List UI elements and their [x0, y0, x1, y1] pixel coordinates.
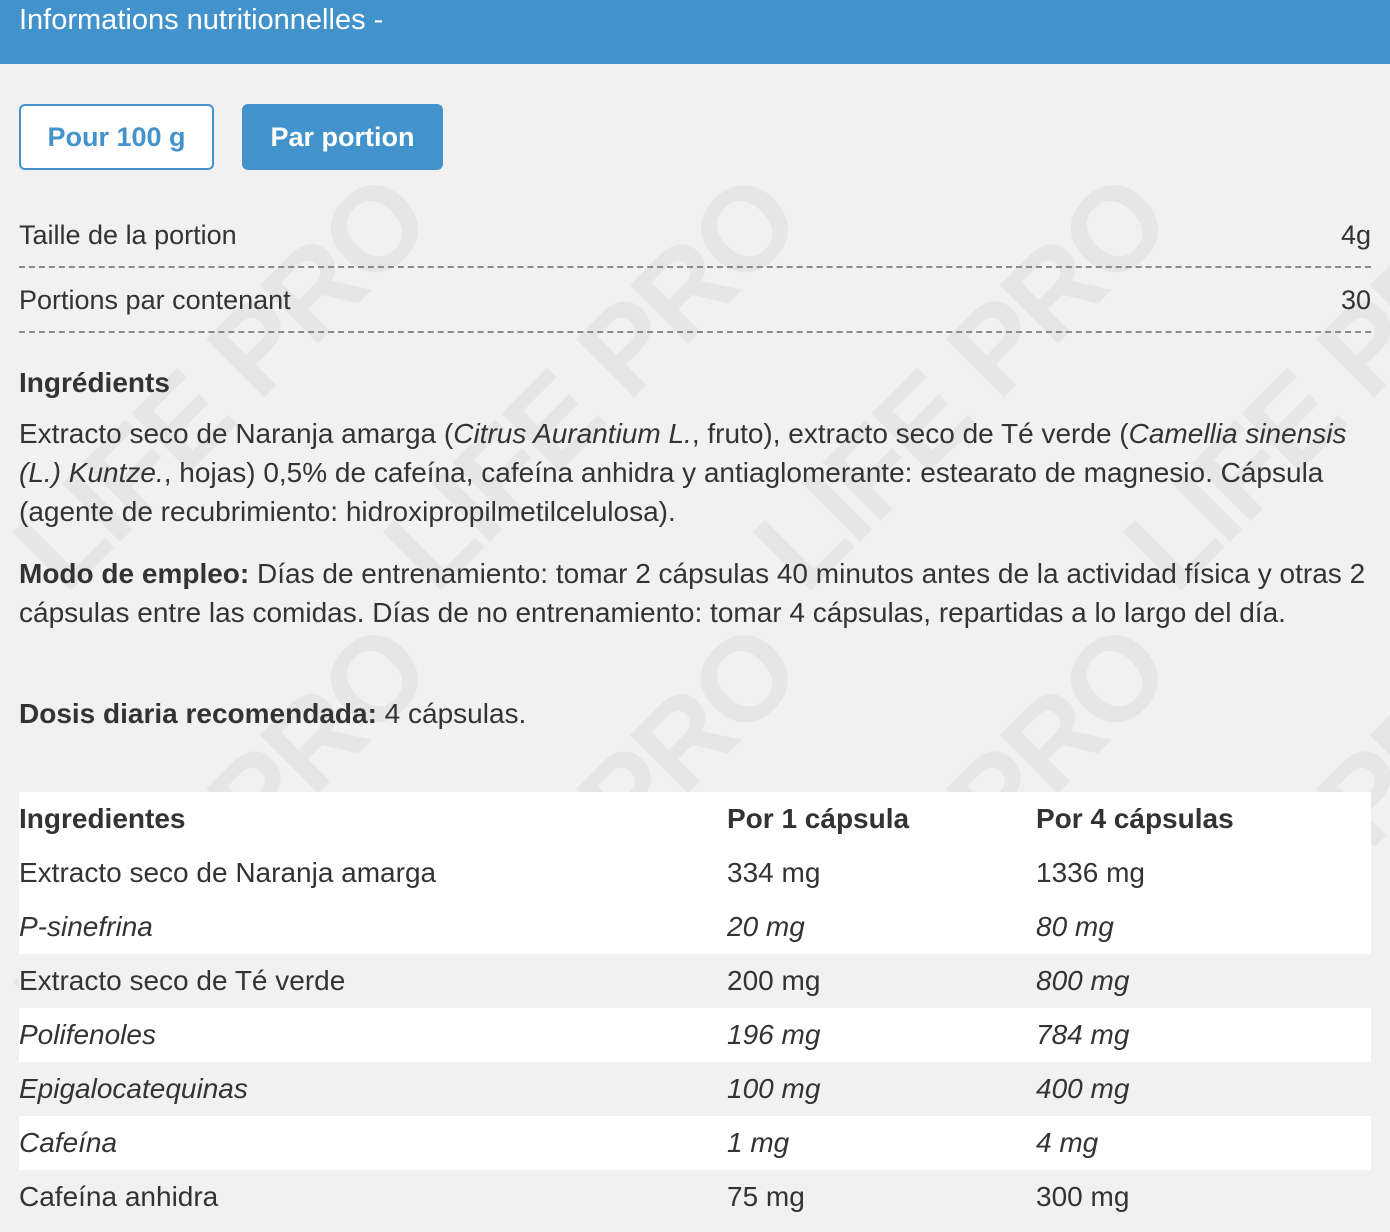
ingredients-heading: Ingrédients [19, 367, 170, 398]
per-100g-button[interactable]: Pour 100 g [19, 104, 214, 170]
per-portion-button[interactable]: Par portion [242, 104, 443, 170]
usage-body: Días de entrenamiento: tomar 2 cápsulas 40 minutos antes de la actividad física y otras 2 cápsulas entre las comidas. Días de no entrenamiento: tomar 4 cápsulas, repartidas a lo largo del día. [19, 558, 1366, 628]
serving-size-label: Taille de la portion [19, 220, 237, 250]
table-cell: 4 mg [1036, 1127, 1099, 1158]
servings-per-container-label: Portions par contenant [19, 285, 291, 315]
usage-label: Modo de empleo: [19, 558, 250, 589]
table-row [19, 1062, 1371, 1116]
nutrition-panel [0, 64, 1390, 1232]
table-cell: 196 mg [727, 1019, 821, 1050]
ingredients-text [19, 414, 1371, 531]
table-cell: Cafeína anhidra [19, 1181, 219, 1212]
table-cell: 20 mg [727, 911, 805, 942]
ingredients-text-part: , fruto), extracto seco de Té verde ( [691, 418, 1129, 449]
table-cell: 1 mg [727, 1127, 790, 1158]
table-cell: Cafeína [19, 1127, 118, 1158]
ingredients-latin-name: Camellia sinensis (L.) Kuntze. [19, 418, 1347, 488]
ingredients-table [19, 792, 1371, 1224]
table-row [19, 954, 1371, 1008]
table-cell: 1336 mg [1036, 857, 1145, 888]
table-row [19, 846, 1371, 900]
ingredients-text-part: , hojas) 0,5% de cafeína, cafeína anhidra y antiaglomerante: estearato de magnesio. Cápsula (agente de recubrimiento: hidroxipropilmetilcelulosa). [19, 457, 1324, 527]
table-cell: 200 mg [727, 965, 821, 996]
usage-text [19, 554, 1371, 632]
table-cell: 800 mg [1036, 965, 1130, 996]
table-cell: 334 mg [727, 857, 821, 888]
table-cell: 784 mg [1036, 1019, 1130, 1050]
table-row [19, 1008, 1371, 1062]
table-cell: 80 mg [1036, 911, 1114, 942]
table-row [19, 1170, 1371, 1224]
page-title: Informations nutritionnelles - [19, 4, 384, 36]
serving-size-row [19, 204, 1371, 268]
table-cell: 400 mg [1036, 1073, 1130, 1104]
table-cell: Extracto seco de Té verde [19, 965, 346, 996]
table-cell: Epigalocatequinas [19, 1073, 248, 1104]
daily-dose-body: 4 cápsulas. [376, 698, 527, 729]
table-cell: Extracto seco de Naranja amarga [19, 857, 437, 888]
page-header [0, 0, 1390, 64]
table-header: Ingredientes [19, 803, 186, 834]
table-header-row [19, 792, 1371, 846]
table-cell: 100 mg [727, 1073, 821, 1104]
daily-dose-text [19, 694, 1371, 733]
daily-dose-label: Dosis diaria recomendada: [19, 698, 377, 729]
table-header: Por 4 cápsulas [1036, 803, 1234, 834]
table-row [19, 1116, 1371, 1170]
servings-per-container-value: 30 [1340, 285, 1371, 315]
table-header: Por 1 cápsula [727, 803, 910, 834]
ingredients-text-part: Extracto seco de Naranja amarga ( [19, 418, 454, 449]
ingredients-latin-name: Citrus Aurantium L. [453, 418, 692, 449]
table-cell: Polifenoles [19, 1019, 156, 1050]
table-cell: 300 mg [1036, 1181, 1130, 1212]
table-cell: 75 mg [727, 1181, 805, 1212]
serving-size-value: 4g [1340, 220, 1371, 250]
table-cell: P-sinefrina [19, 911, 153, 942]
servings-per-container-row [19, 269, 1371, 333]
table-row [19, 900, 1371, 954]
